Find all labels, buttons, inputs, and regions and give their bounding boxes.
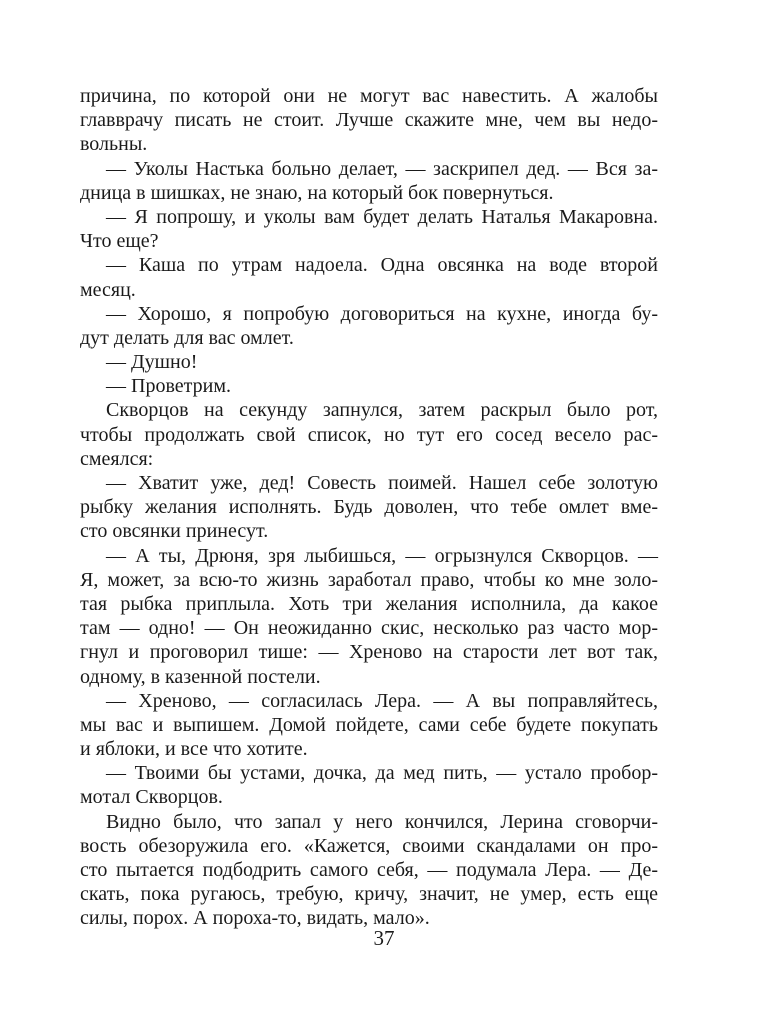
- text-line: силы, порох. А пороха-то, видать, мало».: [80, 907, 430, 930]
- text-line: вольны.: [80, 133, 148, 156]
- text-line: Скворцов на секунду запнулся, затем раскрыл было рот,: [106, 399, 658, 422]
- text-line: — Уколы Настька больно делает, — заскрипел дед. — Вся за-: [106, 157, 658, 180]
- text-line: дница в шишках, не знаю, на который бок повернуться.: [80, 181, 554, 204]
- text-line: главврачу писать не стоит. Лучше скажите мне, чем вы недо-: [80, 109, 658, 132]
- page-number: 37: [373, 926, 395, 950]
- text-line: гнул и проговорил тише: — Хреново на старости лет вот так,: [80, 641, 658, 664]
- text-line: тая рыбка приплыла. Хоть три желания исполнила, да какое: [80, 592, 658, 615]
- text-line: рыбку желания исполнять. Будь доволен, что тебе омлет вме-: [80, 496, 658, 519]
- text-line: — Я попрошу, и уколы вам будет делать Наталья Макаровна.: [106, 205, 658, 228]
- text-line: — Проветрим.: [106, 375, 231, 398]
- text-line: скать, пока ругаюсь, требую, кричу, значит, не умер, есть еще: [80, 883, 658, 906]
- text-line: мы вас и выпишем. Домой пойдете, сами себе будете покупать: [80, 713, 658, 736]
- text-line: и яблоки, и все что хотите.: [80, 738, 308, 761]
- text-line: сто пытается подбодрить самого себя, — подумала Лера. — Де-: [80, 859, 658, 881]
- body-text: [80, 84, 658, 931]
- text-line: — Твоими бы устами, дочка, да мед пить, — устало пробор-: [106, 762, 658, 785]
- text-line: причина, по которой они не могут вас навестить. А жалобы: [80, 85, 658, 107]
- text-line: вость обезоружила его. «Кажется, своими скандалами он про-: [80, 834, 658, 857]
- text-line: сто овсянки принесут.: [80, 520, 269, 543]
- text-line: смеялся:: [80, 447, 154, 470]
- text-line: мотал Скворцов.: [80, 786, 223, 809]
- text-line: месяц.: [80, 278, 136, 301]
- text-line: дут делать для вас омлет.: [80, 326, 294, 349]
- text-line: Что еще?: [80, 230, 159, 253]
- text-line: Я, может, за всю-то жизнь заработал право, чтобы ко мне золо-: [80, 568, 658, 591]
- text-line: — Каша по утрам надоела. Одна овсянка на воде второй: [106, 254, 658, 277]
- text-line: — Душно!: [106, 351, 198, 374]
- text-line: одному, в казенной постели.: [80, 665, 321, 688]
- text-line: — Хватит уже, дед! Совесть поимей. Нашел себе золотую: [106, 472, 658, 494]
- text-line: — Хреново, — согласилась Лера. — А вы поправляйтесь,: [106, 689, 658, 712]
- text-line: там — одно! — Он неожиданно скис, несколько раз часто мор-: [80, 617, 658, 640]
- text-line: чтобы продолжать свой список, но тут его сосед весело рас-: [80, 423, 658, 446]
- text-line: — Хорошо, я попробую договориться на кухне, иногда бу-: [106, 302, 658, 325]
- text-line: Видно было, что запал у него кончился, Лерина сговорчи-: [106, 810, 658, 833]
- text-line: — А ты, Дрюня, зря лыбишься, — огрызнулся Скворцов. —: [106, 544, 658, 567]
